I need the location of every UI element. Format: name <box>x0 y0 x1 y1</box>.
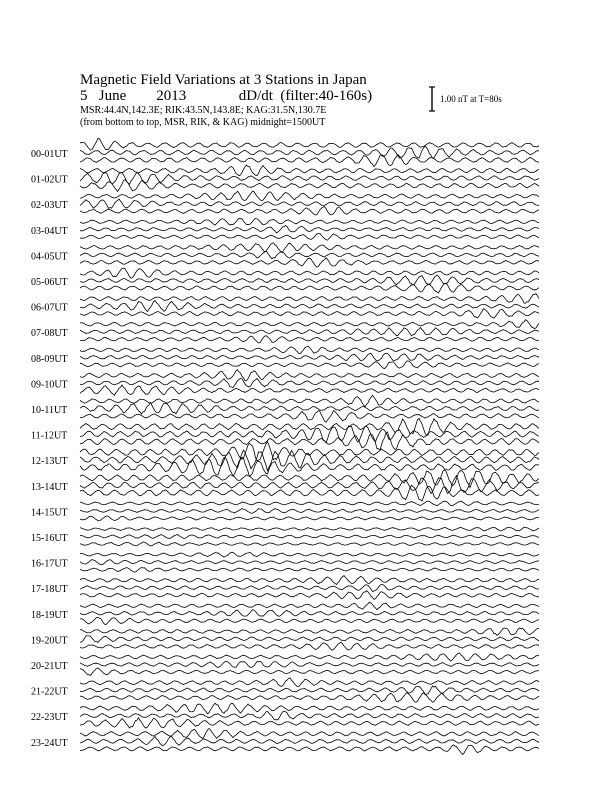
trace-kag <box>80 501 539 506</box>
hour-row-label: 20-21UT <box>31 661 68 672</box>
date-month: June <box>98 88 127 104</box>
trace-msr <box>80 432 539 450</box>
trace-kag <box>80 527 539 531</box>
hour-row-label: 15-16UT <box>31 533 68 544</box>
hour-row-label: 11-12UT <box>31 430 68 442</box>
filter-label: (filter:40-160s) <box>280 88 373 104</box>
trace-rik <box>80 535 539 539</box>
hour-row-label: 17-18UT <box>31 584 68 596</box>
trace-rik <box>80 509 539 514</box>
trace-msr <box>80 568 539 573</box>
hour-row-label: 10-11UT <box>31 405 68 416</box>
trace-rik <box>80 378 539 387</box>
trace-rik <box>80 301 539 312</box>
trace-msr <box>80 668 539 676</box>
hour-row-label: 13-14UT <box>31 481 68 493</box>
chart-title: Magnetic Field Variations at 3 Stations in Japan <box>80 72 367 88</box>
hour-row-label: 09-10UT <box>31 379 68 391</box>
trace-msr <box>80 284 539 293</box>
date-day: 5 <box>80 88 88 104</box>
trace-kag <box>80 370 539 381</box>
trace-kag <box>80 470 539 488</box>
trace-kag <box>80 294 539 304</box>
trace-msr <box>80 617 539 624</box>
quantity-label: dD/dt <box>238 88 273 104</box>
hour-row-label: 18-19UT <box>31 609 68 621</box>
trace-rik <box>80 661 539 667</box>
trace-kag <box>80 442 539 461</box>
trace-msr <box>80 258 539 267</box>
trace-rik <box>80 450 539 471</box>
hour-row-label: 00-01UT <box>31 149 68 160</box>
midnight-note: midnight=1500UT <box>250 117 326 128</box>
trace-rik <box>80 686 539 694</box>
trace-rik <box>80 736 539 746</box>
trace-msr <box>80 336 539 343</box>
date-year: 2013 <box>156 88 187 104</box>
trace-msr <box>80 745 539 755</box>
trace-msr <box>80 457 539 476</box>
trace-msr <box>80 207 539 215</box>
trace-kag <box>80 576 539 585</box>
trace-rik <box>80 328 539 336</box>
trace-rik <box>80 353 539 361</box>
trace-rik <box>80 560 539 565</box>
trace-kag <box>80 320 539 329</box>
trace-rik <box>80 610 539 617</box>
hour-row-label: 08-09UT <box>31 353 68 365</box>
trace-kag <box>80 602 539 610</box>
station-coordinates: MSR:44.4N,142.3E; RIK:43.5N,143.8E; KAG:31.5N,130.7E <box>80 105 327 116</box>
hour-row-label: 19-20UT <box>31 635 68 647</box>
trace-msr <box>80 180 539 192</box>
trace-rik <box>80 172 539 184</box>
trace-msr <box>80 411 539 423</box>
trace-rik <box>80 584 539 591</box>
trace-kag <box>80 678 539 687</box>
hour-row-label: 23-24UT <box>31 737 68 749</box>
hour-row-label: 01-02UT <box>31 174 68 186</box>
trace-msr <box>80 591 539 600</box>
trace-rik <box>80 403 539 414</box>
trace-msr <box>80 542 539 546</box>
trace-rik <box>80 476 539 494</box>
trace-rik <box>80 146 539 158</box>
trace-kag <box>80 346 539 354</box>
hour-row-label: 02-03UT <box>31 200 68 212</box>
trace-rik <box>80 251 539 259</box>
trace-msr <box>80 385 539 395</box>
trace-kag <box>80 268 539 278</box>
hour-row-label: 03-04UT <box>31 225 68 237</box>
trace-rik <box>80 226 539 233</box>
scale-bar-label: 1.00 nT at T=80s <box>440 94 502 104</box>
trace-kag <box>80 165 539 176</box>
trace-rik <box>80 636 539 643</box>
trace-kag <box>80 653 539 661</box>
trace-rik <box>80 711 539 720</box>
trace-msr <box>80 693 539 703</box>
hour-row-label: 12-13UT <box>31 456 68 468</box>
hour-row-label: 05-06UT <box>31 277 68 288</box>
hour-row-label: 14-15UT <box>31 507 68 519</box>
hour-row-label: 06-07UT <box>31 302 68 314</box>
trace-msr <box>80 516 539 521</box>
trace-kag <box>80 418 539 435</box>
trace-msr <box>80 155 539 167</box>
trace-msr <box>80 718 539 729</box>
trace-kag <box>80 243 539 252</box>
trace-msr <box>80 642 539 650</box>
trace-msr <box>80 361 539 369</box>
trace-kag <box>80 552 539 557</box>
trace-kag <box>80 218 539 225</box>
hour-row-label: 16-17UT <box>31 558 68 570</box>
trace-kag <box>80 191 539 201</box>
trace-kag <box>80 138 539 150</box>
trace-msr <box>80 233 539 240</box>
trace-rik <box>80 275 539 285</box>
trace-kag <box>80 628 539 636</box>
trace-kag <box>80 703 539 714</box>
hour-row-label: 04-05UT <box>31 251 68 263</box>
hour-row-label: 07-08UT <box>31 328 68 340</box>
hour-row-label: 22-23UT <box>31 712 68 724</box>
trace-msr <box>80 309 539 318</box>
order-note: (from bottom to top, MSR, RIK, & KAG) <box>80 117 248 128</box>
hour-row-label: 21-22UT <box>31 686 68 698</box>
trace-kag <box>80 728 539 738</box>
trace-rik <box>80 199 539 208</box>
